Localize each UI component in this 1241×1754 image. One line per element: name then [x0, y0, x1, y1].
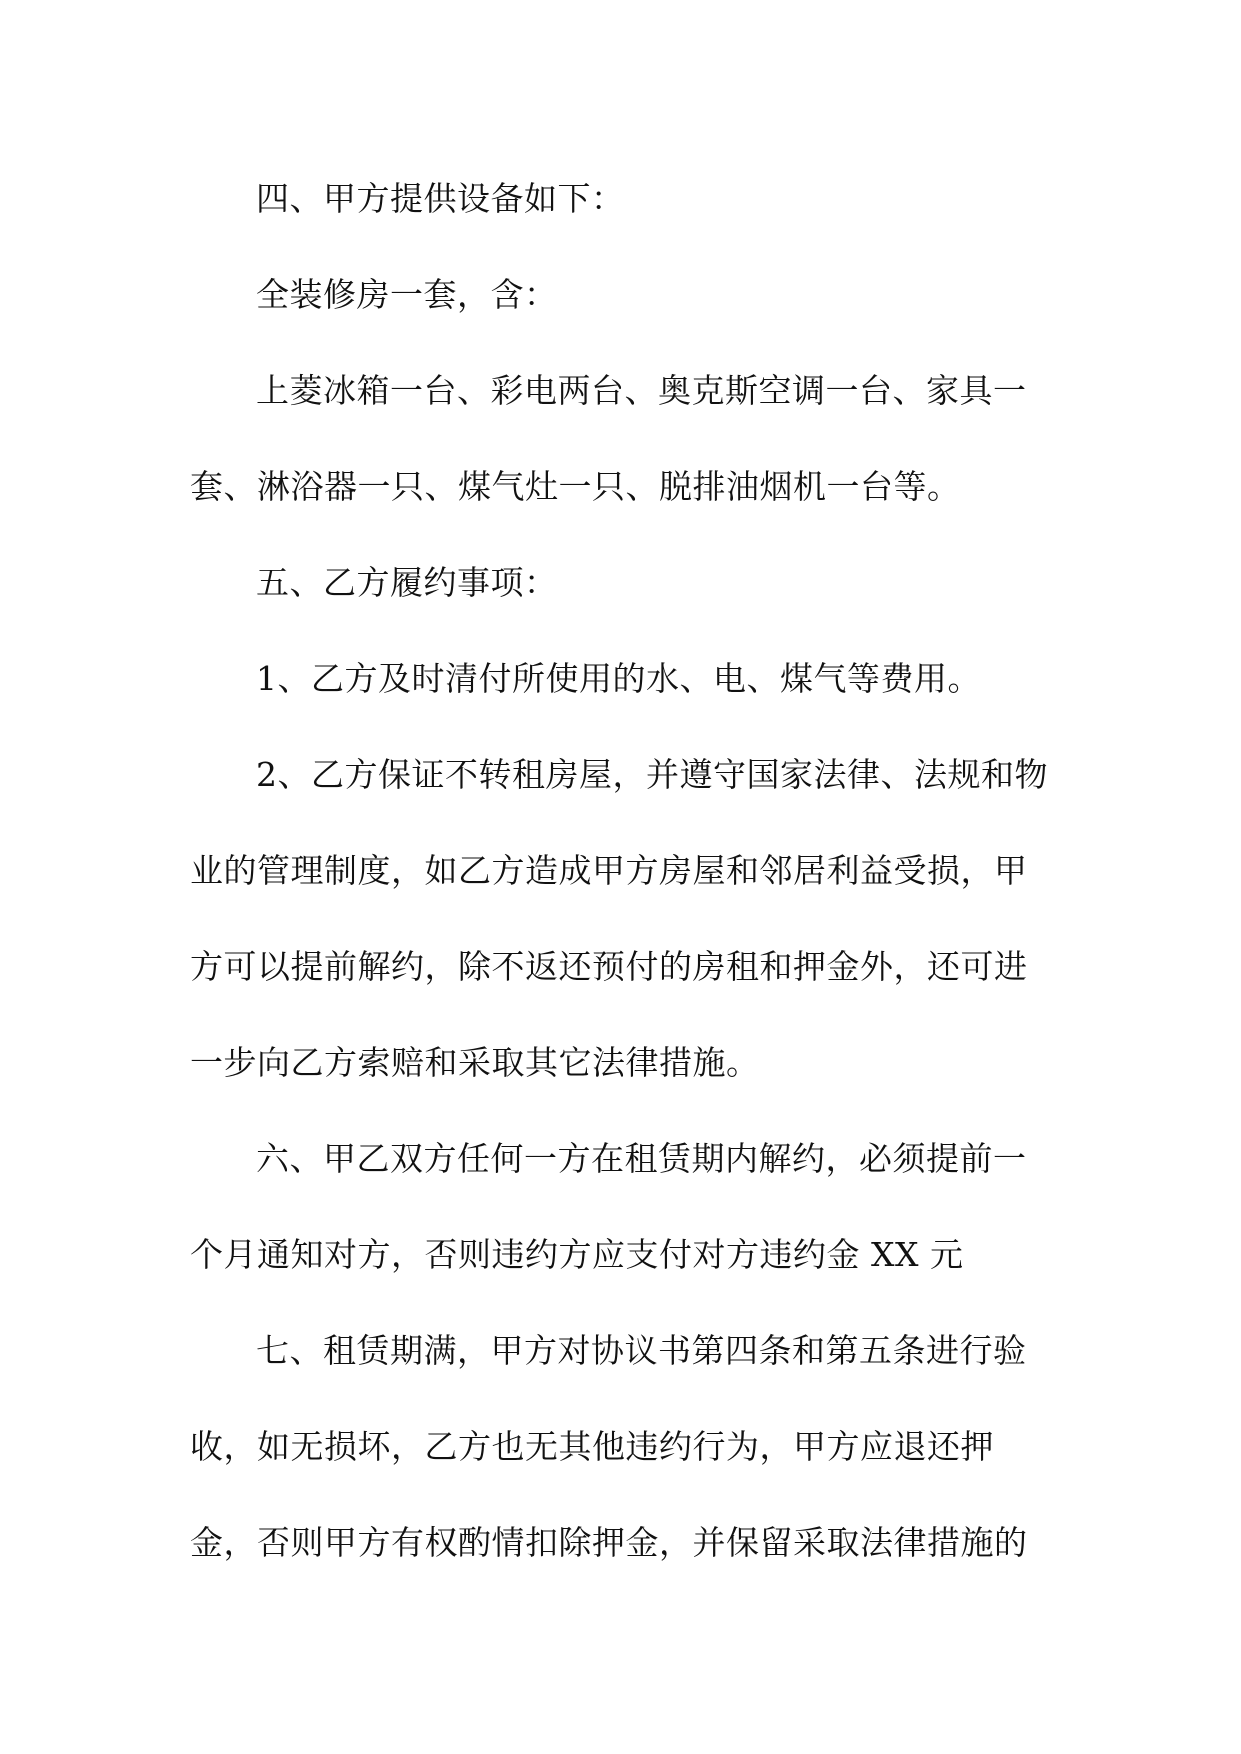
paragraph-line: 全装修房一套，含：: [256, 275, 558, 314]
section-heading-equipment: 四、甲方提供设备如下：: [256, 179, 625, 218]
paragraph-line: 2、乙方保证不转租房屋，并遵守国家法律、法规和物: [256, 755, 1048, 794]
section-heading-obligations: 五、乙方履约事项：: [256, 563, 558, 602]
paragraph-line: 个月通知对方，否则违约方应支付对方违约金 XX 元: [190, 1235, 964, 1274]
paragraph-line: 1、乙方及时清付所使用的水、电、煤气等费用。: [256, 659, 981, 698]
paragraph-line: 金，否则甲方有权酌情扣除押金，并保留采取法律措施的: [190, 1523, 1028, 1562]
section-heading-termination: 六、甲乙双方任何一方在租赁期内解约，必须提前一: [256, 1139, 1027, 1178]
document-body: [190, 174, 1050, 1614]
paragraph-line: 上菱冰箱一台、彩电两台、奥克斯空调一台、家具一: [256, 371, 1027, 410]
paragraph-line: 收，如无损坏，乙方也无其他违约行为，甲方应退还押: [190, 1427, 994, 1466]
paragraph-line: 套、淋浴器一只、煤气灶一只、脱排油烟机一台等。: [190, 467, 961, 506]
paragraph-line: 业的管理制度，如乙方造成甲方房屋和邻居利益受损，甲: [190, 851, 1028, 890]
section-heading-lease-end: 七、租赁期满，甲方对协议书第四条和第五条进行验: [256, 1331, 1027, 1370]
paragraph-line: 一步向乙方索赔和采取其它法律措施。: [190, 1043, 760, 1082]
paragraph-line: 方可以提前解约，除不返还预付的房租和押金外，还可进: [190, 947, 1028, 986]
